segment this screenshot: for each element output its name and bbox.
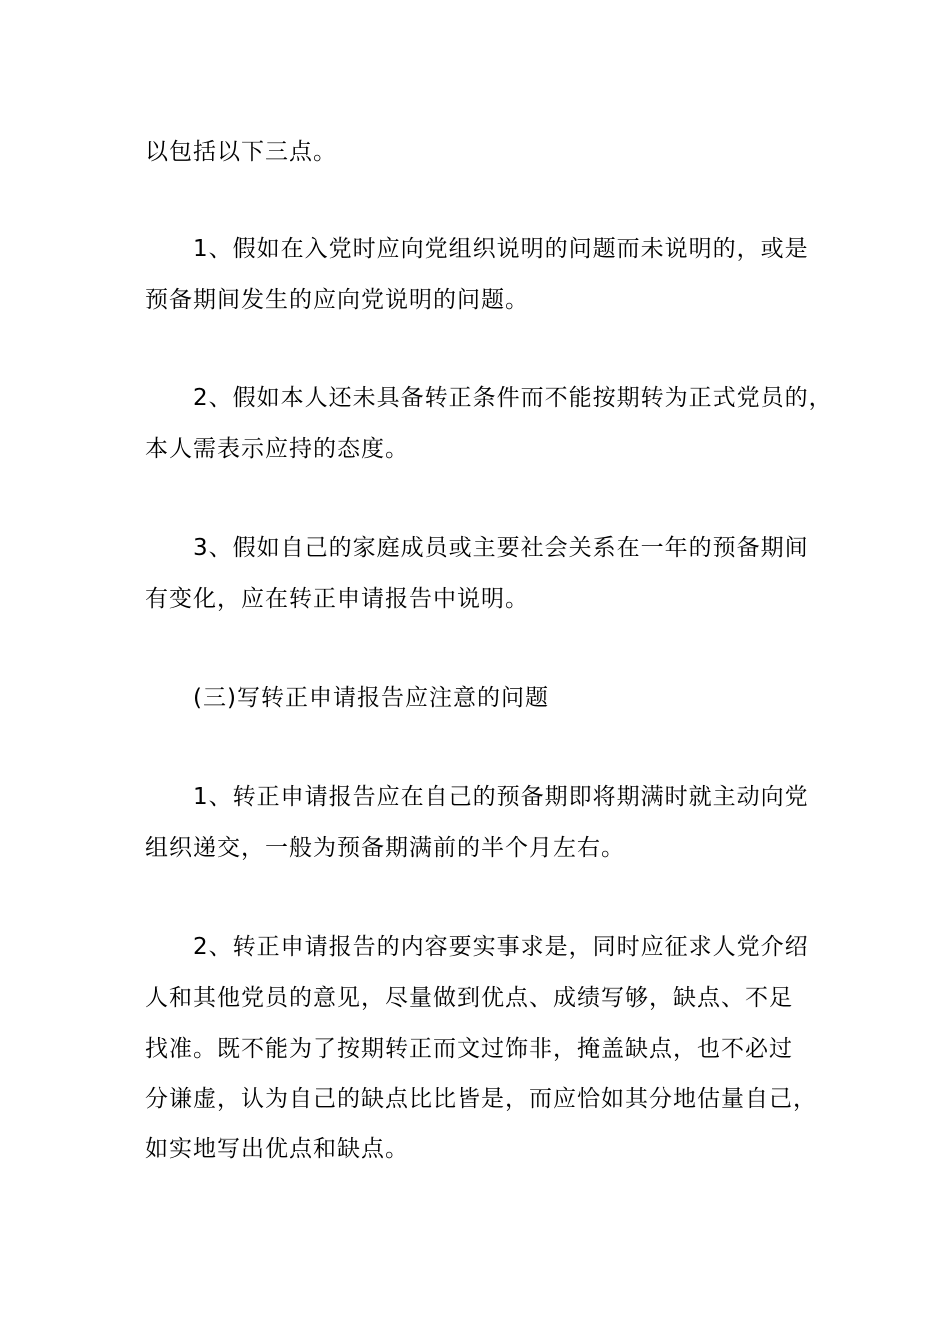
paragraph-2-line-1: 本人需表示应持的态度。 [145,436,409,462]
paragraph-3-line-0: 3、假如自己的家庭成员或主要社会关系在一年的预备期间 [193,535,809,561]
paragraph-6-line-1: 人和其他党员的意见，尽量做到优点、成绩写够，缺点、不足 [145,985,793,1011]
section-heading: (三)写转正申请报告应注意的问题 [193,685,549,711]
paragraph-3-line-1: 有变化，应在转正申请报告中说明。 [145,586,529,612]
paragraph-6-line-4: 如实地写出优点和缺点。 [145,1136,409,1162]
paragraph-1-line-1: 预备期间发生的应向党说明的问题。 [145,287,529,313]
paragraph-2-line-0: 2、假如本人还未具备转正条件而不能按期转为正式党员的， [193,385,833,411]
paragraph-6-line-2: 找准。既不能为了按期转正而文过饰非，掩盖缺点，也不必过 [145,1036,793,1062]
paragraph-0-line-0: 以包括以下三点。 [145,139,337,165]
paragraph-6-line-3: 分谦虚，认为自己的缺点比比皆是，而应恰如其分地估量自己， [145,1086,817,1112]
paragraph-5-line-0: 1、转正申请报告应在自己的预备期即将期满时就主动向党 [193,784,809,810]
paragraph-1-line-0: 1、假如在入党时应向党组织说明的问题而未说明的，或是 [193,236,809,262]
paragraph-5-line-1: 组织递交，一般为预备期满前的半个月左右。 [145,835,625,861]
paragraph-6-line-0: 2、转正申请报告的内容要实事求是，同时应征求人党介绍 [193,934,809,960]
